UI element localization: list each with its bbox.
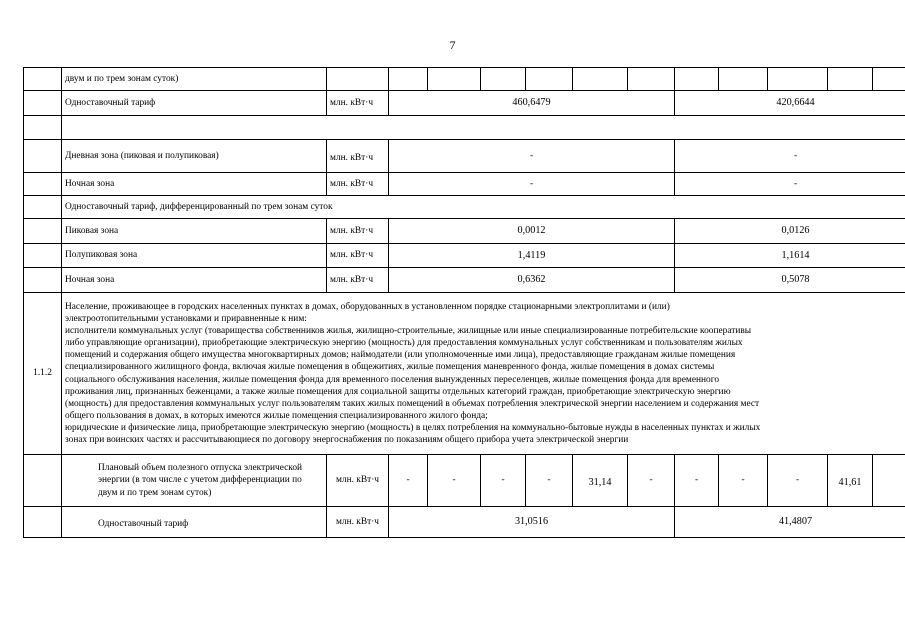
description-line: общего пользования в домах, в которых имеются жилые помещения специализированного жилого фонда; <box>65 410 488 421</box>
table-row <box>24 68 905 91</box>
unit-cell: млн. кВт·ч <box>327 140 389 173</box>
table-row <box>24 196 905 219</box>
row-label: Дневная зона (пиковая и полупиковая) <box>62 140 327 173</box>
value-cell: 460,6479 <box>389 91 675 116</box>
value-cell: 420,6644 <box>675 91 905 116</box>
tariff-table <box>23 67 905 538</box>
row-label: двум и по трем зонам суток) <box>62 68 327 91</box>
unit-cell <box>327 68 389 91</box>
value-cell: - <box>481 455 526 507</box>
value-cell: 0,5078 <box>675 268 905 293</box>
value-cell: 0,6362 <box>389 268 675 293</box>
description-line: зонах при воинских частях и рассчитывающиеся по договору энергоснабжения по показаниям общего прибора учета электрической энергии <box>65 434 629 445</box>
value-cell: - <box>526 455 573 507</box>
description-line: юридические и физические лица, приобретающие электрическую энергию (мощность) в целях потребления на коммунально-бытовые нужды в населенных пунктах и жилых <box>65 422 761 433</box>
row-label: Пиковая зона <box>62 219 327 244</box>
row-label: Плановый объем полезного отпуска электрической энергии (в том числе с учетом дифференциации по двум и по трем зонам суток) <box>62 455 327 507</box>
value-cell: 31,0516 <box>389 507 675 538</box>
value-cell: - <box>389 455 428 507</box>
unit-cell: млн. кВт·ч <box>327 244 389 268</box>
unit-cell: млн. кВт·ч <box>327 91 389 116</box>
description-line: помещений и содержания общего имущества многоквартирных домов; наймодатели (или уполномоченные ими лица), предоставляющие гражданам жилые помещения <box>65 350 736 361</box>
value-cell: - <box>675 173 905 196</box>
table-row <box>24 116 905 140</box>
value-cell: - <box>675 140 905 173</box>
unit-cell: млн. кВт·ч <box>327 507 389 538</box>
description-line: исполнители коммунальных услуг (товарищества собственников жилья, жилищно-строительные, жилищные или иные специализированные потребительские кооперативы <box>65 326 752 337</box>
empty-cell <box>62 116 905 140</box>
table-row <box>24 173 905 196</box>
description-line: электроотопительными установками и приравненные к ним: <box>65 314 307 325</box>
unit-cell: млн. кВт·ч <box>327 219 389 244</box>
value-cell: - <box>675 455 719 507</box>
table-row <box>24 219 905 244</box>
value-cell: - <box>719 455 768 507</box>
unit-cell: млн. кВт·ч <box>327 173 389 196</box>
value-cell: 1,4119 <box>389 244 675 268</box>
row-label: Ночная зона <box>62 173 327 196</box>
section-description <box>62 293 905 455</box>
value-cell: - <box>389 140 675 173</box>
value-cell: - <box>389 173 675 196</box>
description-line: либо управляющие организации), приобретающие электрическую энергию (мощность) для предоставления коммунальных услуг собственникам и пользователям жилых <box>65 338 743 349</box>
value-cell: 41,61 <box>828 455 873 507</box>
description-line: социального обслуживания населения, жилые помещения фонда для временного поселения вынужденных переселенцев, жилые помещения фонда для временного <box>65 374 720 385</box>
description-line: проживания лиц, признанных беженцами, а также жилые помещения для социальной защиты отдельных категорий граждан, приобретающие электрическую энергию <box>65 386 731 397</box>
table-row <box>24 268 905 293</box>
row-label: Полупиковая зона <box>62 244 327 268</box>
unit-cell: млн. кВт·ч <box>327 268 389 293</box>
row-label: Ночная зона <box>62 268 327 293</box>
value-cell: 0,0126 <box>675 219 905 244</box>
value-cell: 1,1614 <box>675 244 905 268</box>
value-cell: 31,14 <box>573 455 628 507</box>
row-label: Одноставочный тариф <box>62 507 327 538</box>
table-row <box>24 507 905 538</box>
table-row <box>24 91 905 116</box>
number-cell <box>24 68 62 91</box>
table-row <box>24 293 905 455</box>
section-number: 1.1.2 <box>24 293 62 455</box>
row-label: Одноставочный тариф <box>62 91 327 116</box>
description-line: (мощность) для предоставления коммунальных услуг пользователям таких жилых помещений в объемах потребления электрической энергии населением и содержания мест <box>65 398 760 409</box>
value-cell: 0,0012 <box>389 219 675 244</box>
value-cell: - <box>628 455 675 507</box>
table-row <box>24 455 905 507</box>
description-line: специализированного жилищного фонда, включая жилые помещения в общежитиях, жилые помещения маневренного фонда, жилые помещения в домах системы <box>65 362 715 373</box>
value-cell: - <box>768 455 828 507</box>
subsection-header: Одноставочный тариф, дифференцированный по трем зонам суток <box>62 196 905 219</box>
description-line: Население, проживающее в городских населенных пунктах в домах, оборудованных в установленном порядке стационарными электроплитами и (или) <box>65 302 670 313</box>
value-cell: - <box>428 455 481 507</box>
page-number: 7 <box>449 38 456 52</box>
table-row <box>24 244 905 268</box>
table-row <box>24 140 905 173</box>
value-cell: 41,4807 <box>675 507 905 538</box>
unit-cell: млн. кВт·ч <box>327 455 389 507</box>
